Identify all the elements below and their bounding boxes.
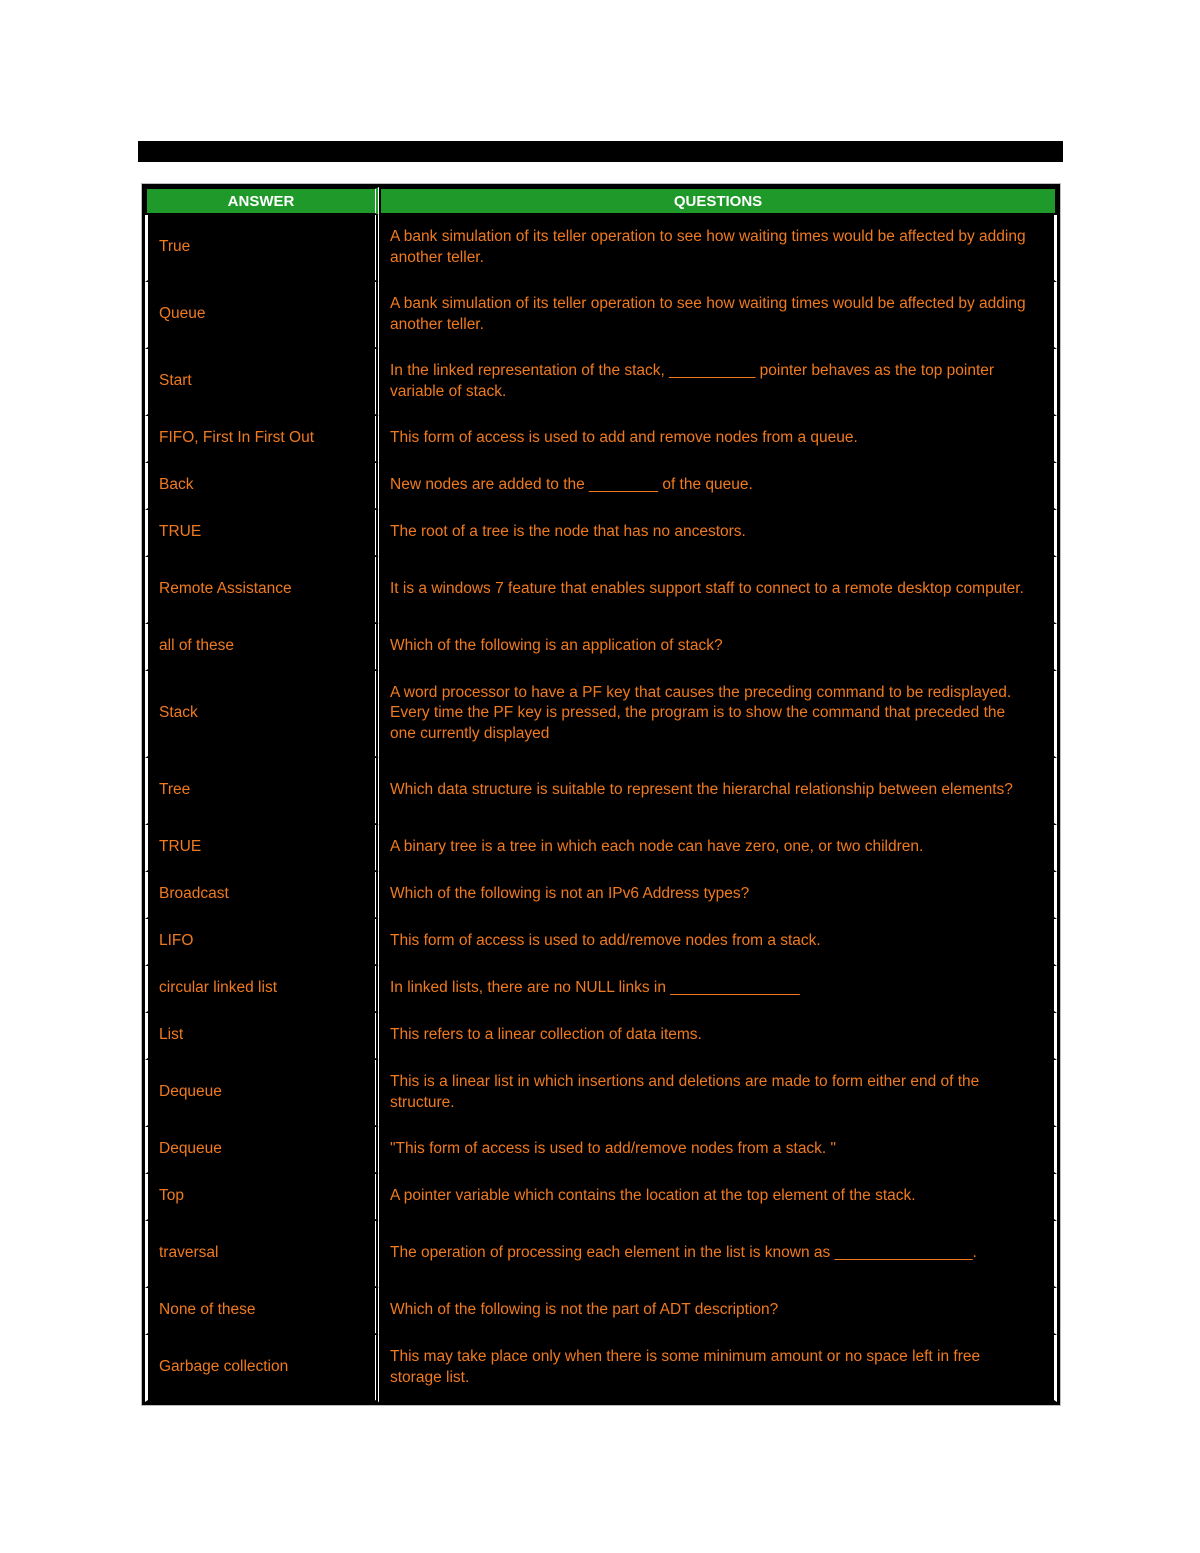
table-row xyxy=(145,758,1057,825)
question-cell: This form of access is used to add/remove nodes from a stack. xyxy=(379,919,1057,966)
answer-cell: TRUE xyxy=(145,510,379,557)
table-row xyxy=(145,416,1057,463)
header-row xyxy=(145,187,1057,215)
answer-cell: List xyxy=(145,1013,379,1060)
answer-cell: Stack xyxy=(145,671,379,758)
table-row xyxy=(145,825,1057,872)
table-row xyxy=(145,966,1057,1013)
answer-cell: True xyxy=(145,215,379,282)
question-cell: In the linked representation of the stack, __________ pointer behaves as the top pointer variable of stack. xyxy=(379,349,1057,416)
answer-cell: Tree xyxy=(145,758,379,825)
table-row xyxy=(145,463,1057,510)
table-row xyxy=(145,215,1057,282)
table-row xyxy=(145,1174,1057,1221)
table-row xyxy=(145,1288,1057,1335)
question-cell: Which data structure is suitable to represent the hierarchal relationship between elements? xyxy=(379,758,1057,825)
table-row xyxy=(145,510,1057,557)
question-cell: A binary tree is a tree in which each node can have zero, one, or two children. xyxy=(379,825,1057,872)
question-cell: Which of the following is not an IPv6 Address types? xyxy=(379,872,1057,919)
answer-cell: Top xyxy=(145,1174,379,1221)
table-row xyxy=(145,282,1057,349)
table-row xyxy=(145,1060,1057,1127)
answer-cell: traversal xyxy=(145,1221,379,1288)
question-cell: "This form of access is used to add/remove nodes from a stack. " xyxy=(379,1127,1057,1174)
answer-column-header: ANSWER xyxy=(145,187,379,215)
table-row xyxy=(145,1013,1057,1060)
answer-cell: Back xyxy=(145,463,379,510)
table-body xyxy=(145,215,1057,1402)
answer-cell: Garbage collection xyxy=(145,1335,379,1402)
question-cell: The root of a tree is the node that has no ancestors. xyxy=(379,510,1057,557)
question-cell: A word processor to have a PF key that causes the preceding command to be redisplayed. Every time the PF key is pressed, the program is to show the command that preceded the one currently displayed xyxy=(379,671,1057,758)
question-cell: Which of the following is not the part of ADT description? xyxy=(379,1288,1057,1335)
questions-column-header: QUESTIONS xyxy=(379,187,1057,215)
answer-cell: None of these xyxy=(145,1288,379,1335)
question-cell: New nodes are added to the ________ of the queue. xyxy=(379,463,1057,510)
answer-cell: Queue xyxy=(145,282,379,349)
answer-cell: all of these xyxy=(145,624,379,671)
table-row xyxy=(145,349,1057,416)
question-cell: The operation of processing each element in the list is known as ________________. xyxy=(379,1221,1057,1288)
question-cell: A bank simulation of its teller operation to see how waiting times would be affected by adding another teller. xyxy=(379,215,1057,282)
table-row xyxy=(145,624,1057,671)
table-row xyxy=(145,1127,1057,1174)
qa-table xyxy=(142,184,1060,1405)
answer-cell: Dequeue xyxy=(145,1060,379,1127)
table-row xyxy=(145,671,1057,758)
table-row xyxy=(145,1221,1057,1288)
answer-cell: Start xyxy=(145,349,379,416)
answer-cell: Remote Assistance xyxy=(145,557,379,624)
question-cell: This may take place only when there is some minimum amount or no space left in free storage list. xyxy=(379,1335,1057,1402)
answer-cell: Dequeue xyxy=(145,1127,379,1174)
answer-cell: Broadcast xyxy=(145,872,379,919)
answer-cell: circular linked list xyxy=(145,966,379,1013)
question-cell: A pointer variable which contains the location at the top element of the stack. xyxy=(379,1174,1057,1221)
answer-cell: TRUE xyxy=(145,825,379,872)
table-row xyxy=(145,1335,1057,1402)
top-black-bar xyxy=(138,141,1063,162)
question-cell: A bank simulation of its teller operation to see how waiting times would be affected by adding another teller. xyxy=(379,282,1057,349)
table-row xyxy=(145,872,1057,919)
table-row xyxy=(145,919,1057,966)
table-row xyxy=(145,557,1057,624)
question-cell: Which of the following is an application of stack? xyxy=(379,624,1057,671)
answer-cell: LIFO xyxy=(145,919,379,966)
question-cell: This form of access is used to add and remove nodes from a queue. xyxy=(379,416,1057,463)
question-cell: In linked lists, there are no NULL links in _______________ xyxy=(379,966,1057,1013)
question-cell: It is a windows 7 feature that enables support staff to connect to a remote desktop computer. xyxy=(379,557,1057,624)
answer-cell: FIFO, First In First Out xyxy=(145,416,379,463)
question-cell: This refers to a linear collection of data items. xyxy=(379,1013,1057,1060)
question-cell: This is a linear list in which insertions and deletions are made to form either end of the structure. xyxy=(379,1060,1057,1127)
